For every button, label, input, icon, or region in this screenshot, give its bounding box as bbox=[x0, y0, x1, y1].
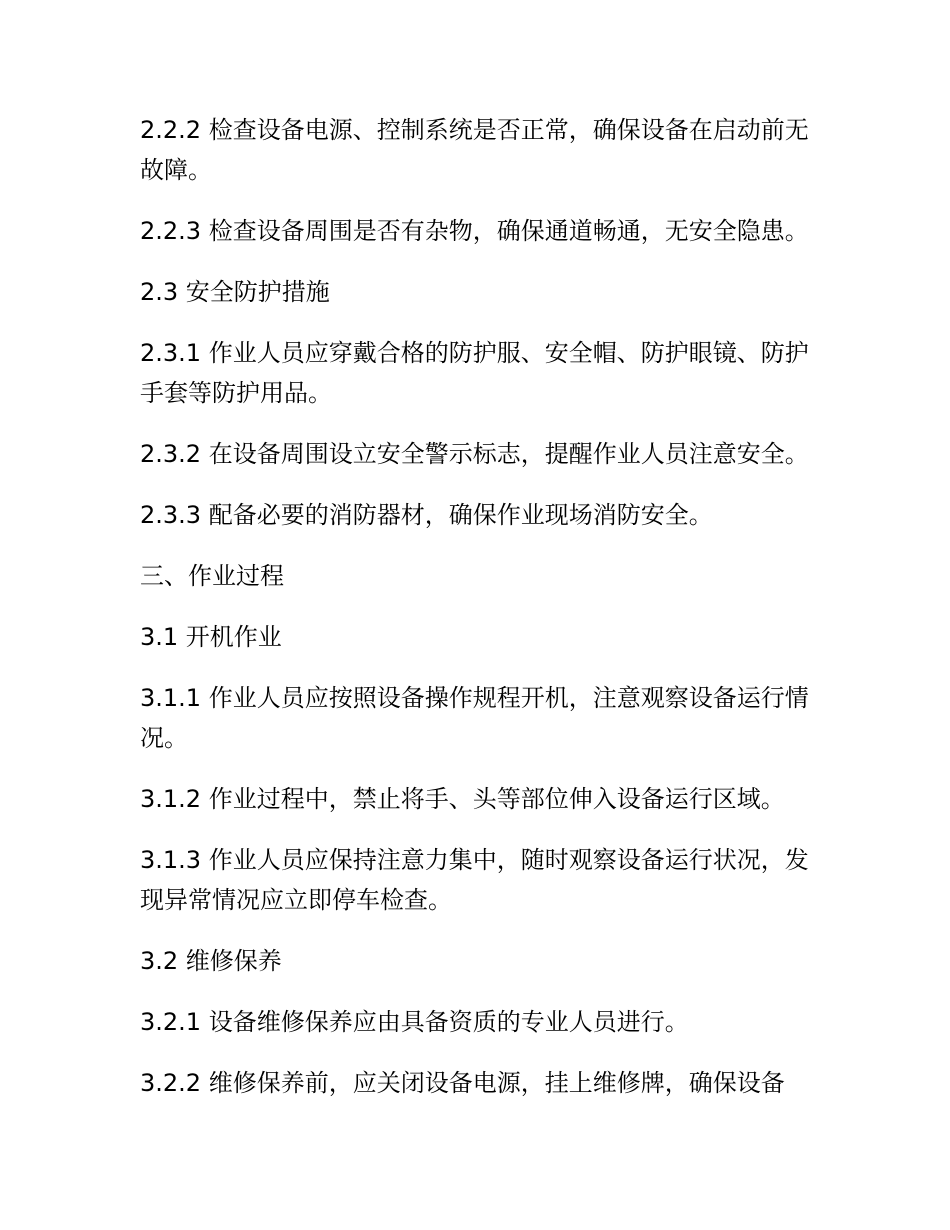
paragraph-2-3-1: 2.3.1 作业人员应穿戴合格的防护服、安全帽、防护眼镜、防护手套等防护用品。 bbox=[140, 339, 809, 407]
paragraph-2-3-3: 2.3.3 配备必要的消防器材，确保作业现场消防安全。 bbox=[140, 501, 713, 529]
paragraph-3-2-2: 3.2.2 维修保养前，应关闭设备电源，挂上维修牌，确保设备 bbox=[140, 1069, 785, 1097]
paragraph-3-1-1: 3.1.1 作业人员应按照设备操作规程开机，注意观察设备运行情况。 bbox=[140, 684, 809, 752]
paragraph-2-2-2: 2.2.2 检查设备电源、控制系统是否正常，确保设备在启动前无故障。 bbox=[140, 116, 809, 184]
paragraph-3-1-3: 3.1.3 作业人员应保持注意力集中，随时观察设备运行状况，发现异常情况应立即停车检查。 bbox=[140, 846, 809, 914]
document-page bbox=[140, 110, 820, 1124]
heading-3-1: 3.1 开机作业 bbox=[140, 623, 282, 651]
paragraph-2-3-2: 2.3.2 在设备周围设立安全警示标志，提醒作业人员注意安全。 bbox=[140, 440, 809, 468]
paragraph-2-2-3: 2.2.3 检查设备周围是否有杂物，确保通道畅通，无安全隐患。 bbox=[140, 217, 809, 245]
paragraph-3-1-2: 3.1.2 作业过程中，禁止将手、头等部位伸入设备运行区域。 bbox=[140, 785, 785, 813]
heading-section-3: 三、作业过程 bbox=[140, 562, 284, 590]
heading-2-3: 2.3 安全防护措施 bbox=[140, 278, 330, 306]
heading-3-2: 3.2 维修保养 bbox=[140, 947, 282, 975]
paragraph-3-2-1: 3.2.1 设备维修保养应由具备资质的专业人员进行。 bbox=[140, 1008, 689, 1036]
